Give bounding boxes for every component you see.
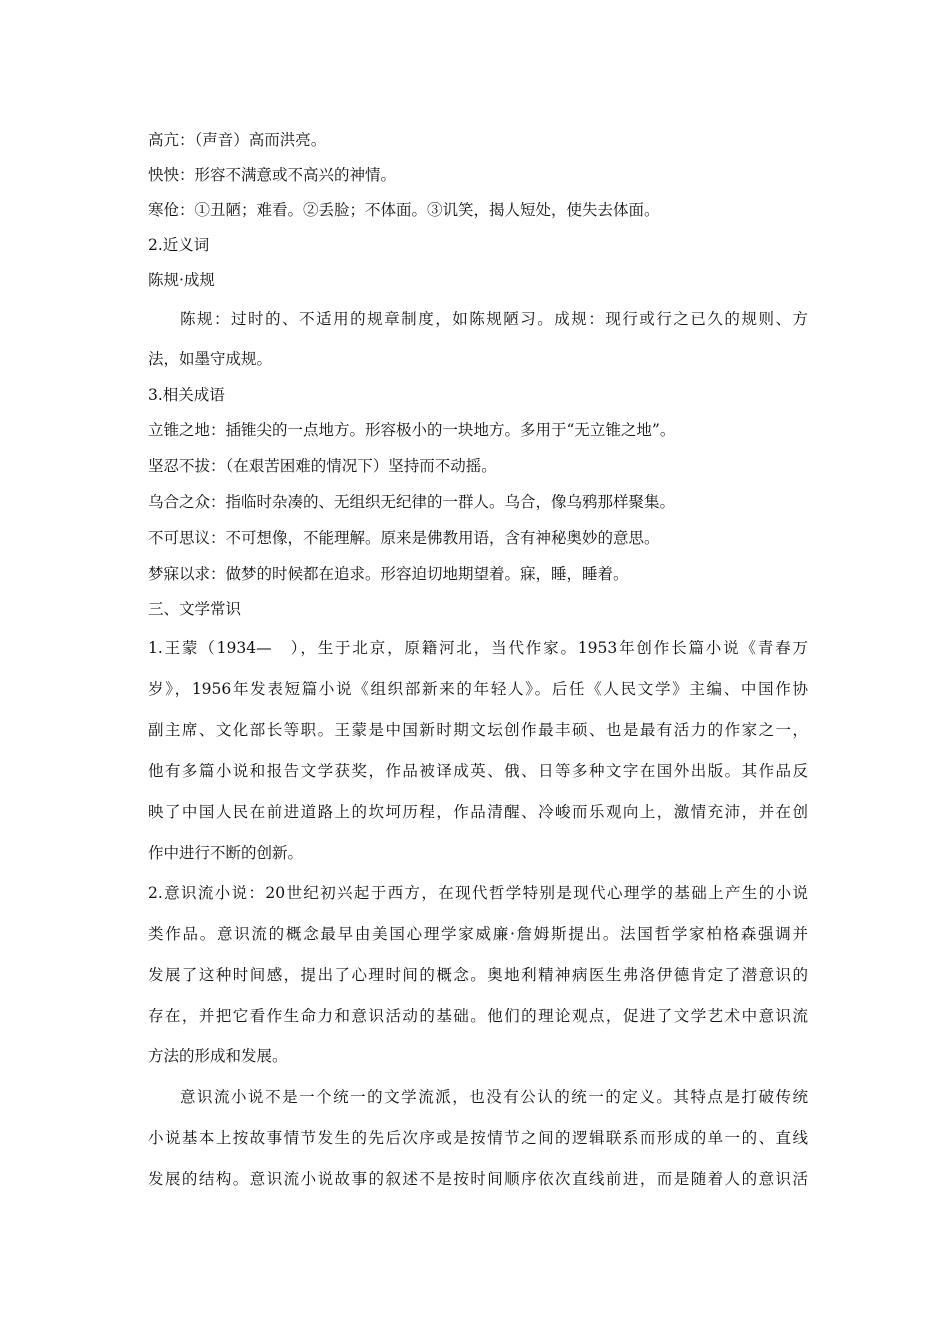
paragraph-line: 小说基本上按故事情节发生的先后次序或是按情节之间的逻辑联系而形成的单一的、直线 [148, 1129, 808, 1147]
paragraph-line: 映了中国人民在前进道路上的坎坷历程，作品清醒、冷峻而乐观向上，激情充沛，并在创 [148, 803, 808, 821]
text-line-chengui-chenggui: 陈规·成规 [148, 271, 215, 289]
paragraph-line: 1.王蒙（1934— ），生于北京，原籍河北，当代作家。1953年创作长篇小说《青春万 [148, 639, 808, 657]
text-line-gaokang: 高亢：（声音）高而洪亮。 [148, 131, 327, 149]
text-line-wuhe: 乌合之众：指临时杂凑的、无组织无纪律的一群人。乌合，像乌鸦那样聚集。 [148, 493, 676, 511]
paragraph-line: 意识流小说不是一个统一的文学流派，也没有公认的统一的定义。其特点是打破传统 [180, 1088, 808, 1106]
text-line-lizhui: 立锥之地：插锥尖的一点地方。形容极小的一块地方。多用于“无立锥之地”。 [148, 421, 676, 439]
section-heading-synonyms: 2.近义词 [148, 236, 210, 254]
section-heading-idioms: 3.相关成语 [148, 386, 225, 404]
paragraph-line: 作中进行不断的创新。 [148, 844, 304, 862]
paragraph-line: 发展了这种时间感，提出了心理时间的概念。奥地利精神病医生弗洛伊德肯定了潜意识的 [148, 966, 808, 984]
paragraph-line: 副主席、文化部长等职。王蒙是中国新时期文坛创作最丰硕、也是最有活力的作家之一， [148, 721, 808, 739]
paragraph-line: 法，如墨守成规。 [148, 350, 273, 368]
paragraph-line: 存在，并把它看作生命力和意识活动的基础。他们的理论观点，促进了文学艺术中意识流 [148, 1007, 808, 1025]
paragraph-line: 岁》，1956年发表短篇小说《组织部新来的年轻人》。后任《人民文学》主编、中国作协 [148, 680, 808, 698]
paragraph-line: 方法的形成和发展。 [148, 1047, 288, 1065]
paragraph-line: 陈规：过时的、不适用的规章制度，如陈规陋习。成规：现行或行之已久的规则、方 [180, 310, 808, 328]
text-line-yangyang: 怏怏：形容不满意或不高兴的神情。 [148, 166, 397, 184]
paragraph-line: 2.意识流小说：20世纪初兴起于西方，在现代哲学特别是现代心理学的基础上产生的小说 [148, 884, 808, 902]
section-heading-literature: 三、文学常识 [148, 600, 242, 618]
paragraph-line: 发展的结构。意识流小说故事的叙述不是按时间顺序依次直线前进，而是随着人的意识活 [148, 1170, 808, 1188]
paragraph-line: 类作品。意识流的概念最早由美国心理学家威廉·詹姆斯提出。法国哲学家柏格森强调并 [148, 925, 808, 943]
paragraph-line: 他有多篇小说和报告文学获奖，作品被译成英、俄、日等多种文字在国外出版。其作品反 [148, 762, 808, 780]
text-line-bukesiyi: 不可思议：不可想像，不能理解。原来是佛教用语，含有神秘奥妙的意思。 [148, 529, 660, 547]
text-line-mengmei: 梦寐以求：做梦的时候都在追求。形容迫切地期望着。寐，睡，睡着。 [148, 565, 629, 583]
text-line-jianren: 坚忍不拔：（在艰苦困难的情况下）坚持而不动摇。 [148, 457, 497, 475]
text-line-hanchen: 寒伧：①丑陋；难看。②丢脸；不体面。③讥笑，揭人短处，使失去体面。 [148, 201, 660, 219]
